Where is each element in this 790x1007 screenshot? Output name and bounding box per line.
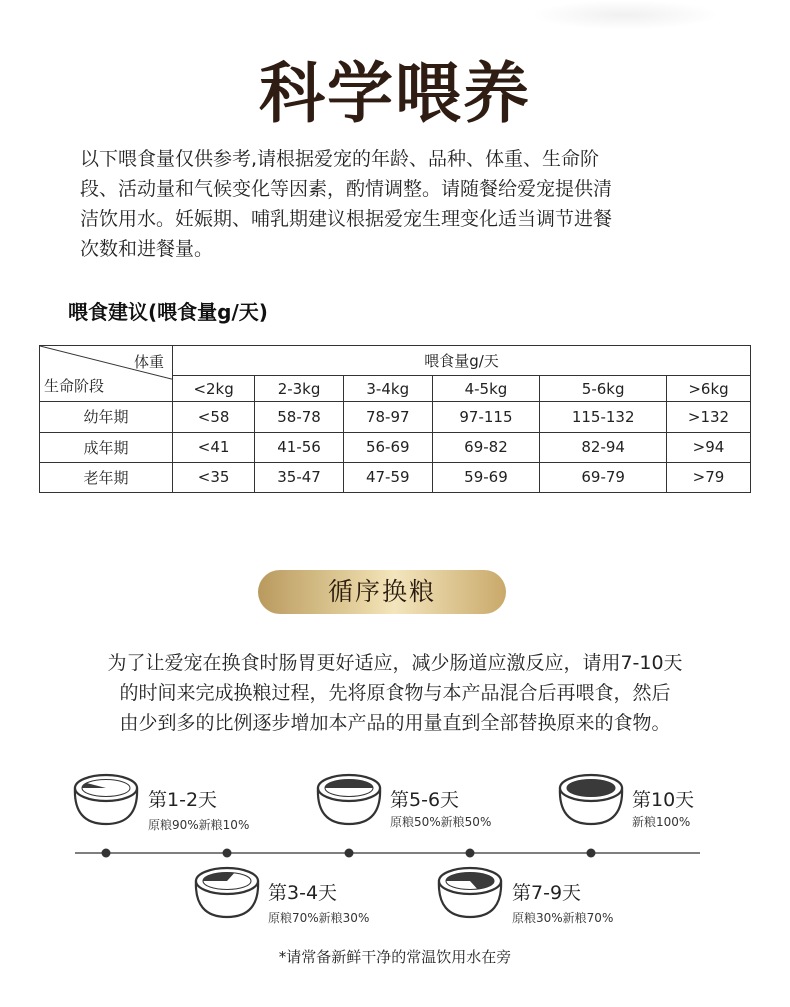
step-label: 第7-9天 [512, 882, 582, 904]
page-title: 科学喂养 [259, 55, 531, 132]
step-ratio: 新粮100% [632, 815, 691, 829]
footnote: *请常备新鲜干净的常温饮用水在旁 [278, 948, 512, 966]
step-label: 第10天 [632, 789, 695, 811]
step-label: 第1-2天 [148, 789, 218, 811]
timeline-dot [102, 849, 111, 858]
feeding-heading: 喂食建议(喂食量g/天) [68, 300, 268, 324]
table-row [40, 402, 751, 432]
weight-header: 2-3kg [255, 376, 344, 402]
transition-timeline [0, 760, 790, 960]
value-cell: <58 [173, 402, 255, 432]
food-bowl-icon [75, 775, 137, 824]
value-cell: 35-47 [255, 462, 344, 492]
new-food-portion [567, 780, 615, 797]
value-cell: 82-94 [540, 432, 667, 462]
timeline-dot [223, 849, 232, 858]
table-header-row [40, 346, 751, 376]
value-cell: >94 [667, 432, 751, 462]
step-ratio: 原粮50%新粮50% [390, 815, 492, 829]
food-bowl-icon [439, 868, 501, 917]
step-label: 第3-4天 [268, 882, 338, 904]
value-cell: 58-78 [255, 402, 344, 432]
value-cell: >79 [667, 462, 751, 492]
value-cell: 56-69 [343, 432, 432, 462]
value-cell: 69-79 [540, 462, 667, 492]
value-cell: 41-56 [255, 432, 344, 462]
table-group-header: 喂食量g/天 [173, 346, 751, 376]
top-shadow [530, 0, 720, 30]
value-cell: 78-97 [343, 402, 432, 432]
food-bowl-icon [196, 868, 258, 917]
timeline-dot [466, 849, 475, 858]
weight-header: 3-4kg [343, 376, 432, 402]
feeding-table [39, 345, 751, 493]
intro-line: 段、活动量和气候变化等因素，酌情调整。请随餐给爱宠提供清 [80, 178, 613, 200]
transition-line: 的时间来完成换粮过程，先将原食物与本产品混合后再喂食，然后 [119, 682, 671, 704]
intro-line: 以下喂食量仅供参考,请根据爱宠的年龄、品种、体重、生命阶 [80, 148, 600, 170]
timeline-dot [345, 849, 354, 858]
table-row [40, 462, 751, 492]
timeline-dot [587, 849, 596, 858]
transition-paragraph [60, 648, 730, 738]
step-ratio: 原粮90%新粮10% [148, 818, 250, 832]
value-cell: 47-59 [343, 462, 432, 492]
stage-cell: 成年期 [40, 432, 173, 462]
weight-header: 4-5kg [432, 376, 540, 402]
corner-stage-label: 生命阶段 [44, 377, 105, 396]
step-ratio: 原粮70%新粮30% [268, 911, 370, 925]
table-corner-cell [40, 346, 173, 402]
value-cell: 115-132 [540, 402, 667, 432]
weight-header: >6kg [667, 376, 751, 402]
value-cell: <41 [173, 432, 255, 462]
value-cell: <35 [173, 462, 255, 492]
transition-title-badge: 循序换粮 [258, 570, 506, 614]
value-cell: 59-69 [432, 462, 540, 492]
value-cell: >132 [667, 402, 751, 432]
intro-line: 洁饮用水。妊娠期、哺乳期建议根据爱宠生理变化适当调节进餐 [80, 208, 613, 230]
food-bowl-icon [560, 775, 622, 824]
stage-cell: 老年期 [40, 462, 173, 492]
corner-weight-label: 体重 [133, 353, 164, 371]
table-row [40, 432, 751, 462]
value-cell: 69-82 [432, 432, 540, 462]
intro-line: 次数和进餐量。 [80, 238, 214, 260]
transition-line: 由少到多的比例逐步增加本产品的用量直到全部替换原来的食物。 [119, 712, 671, 734]
transition-line: 为了让爱宠在换食时肠胃更好适应，减少肠道应激反应，请用7-10天 [107, 652, 683, 674]
weight-header: <2kg [173, 376, 255, 402]
step-label: 第5-6天 [390, 789, 460, 811]
weight-header: 5-6kg [540, 376, 667, 402]
intro-paragraph [80, 144, 720, 264]
value-cell: 97-115 [432, 402, 540, 432]
stage-cell: 幼年期 [40, 402, 173, 432]
step-ratio: 原粮30%新粮70% [512, 911, 614, 925]
food-bowl-icon [318, 775, 380, 824]
